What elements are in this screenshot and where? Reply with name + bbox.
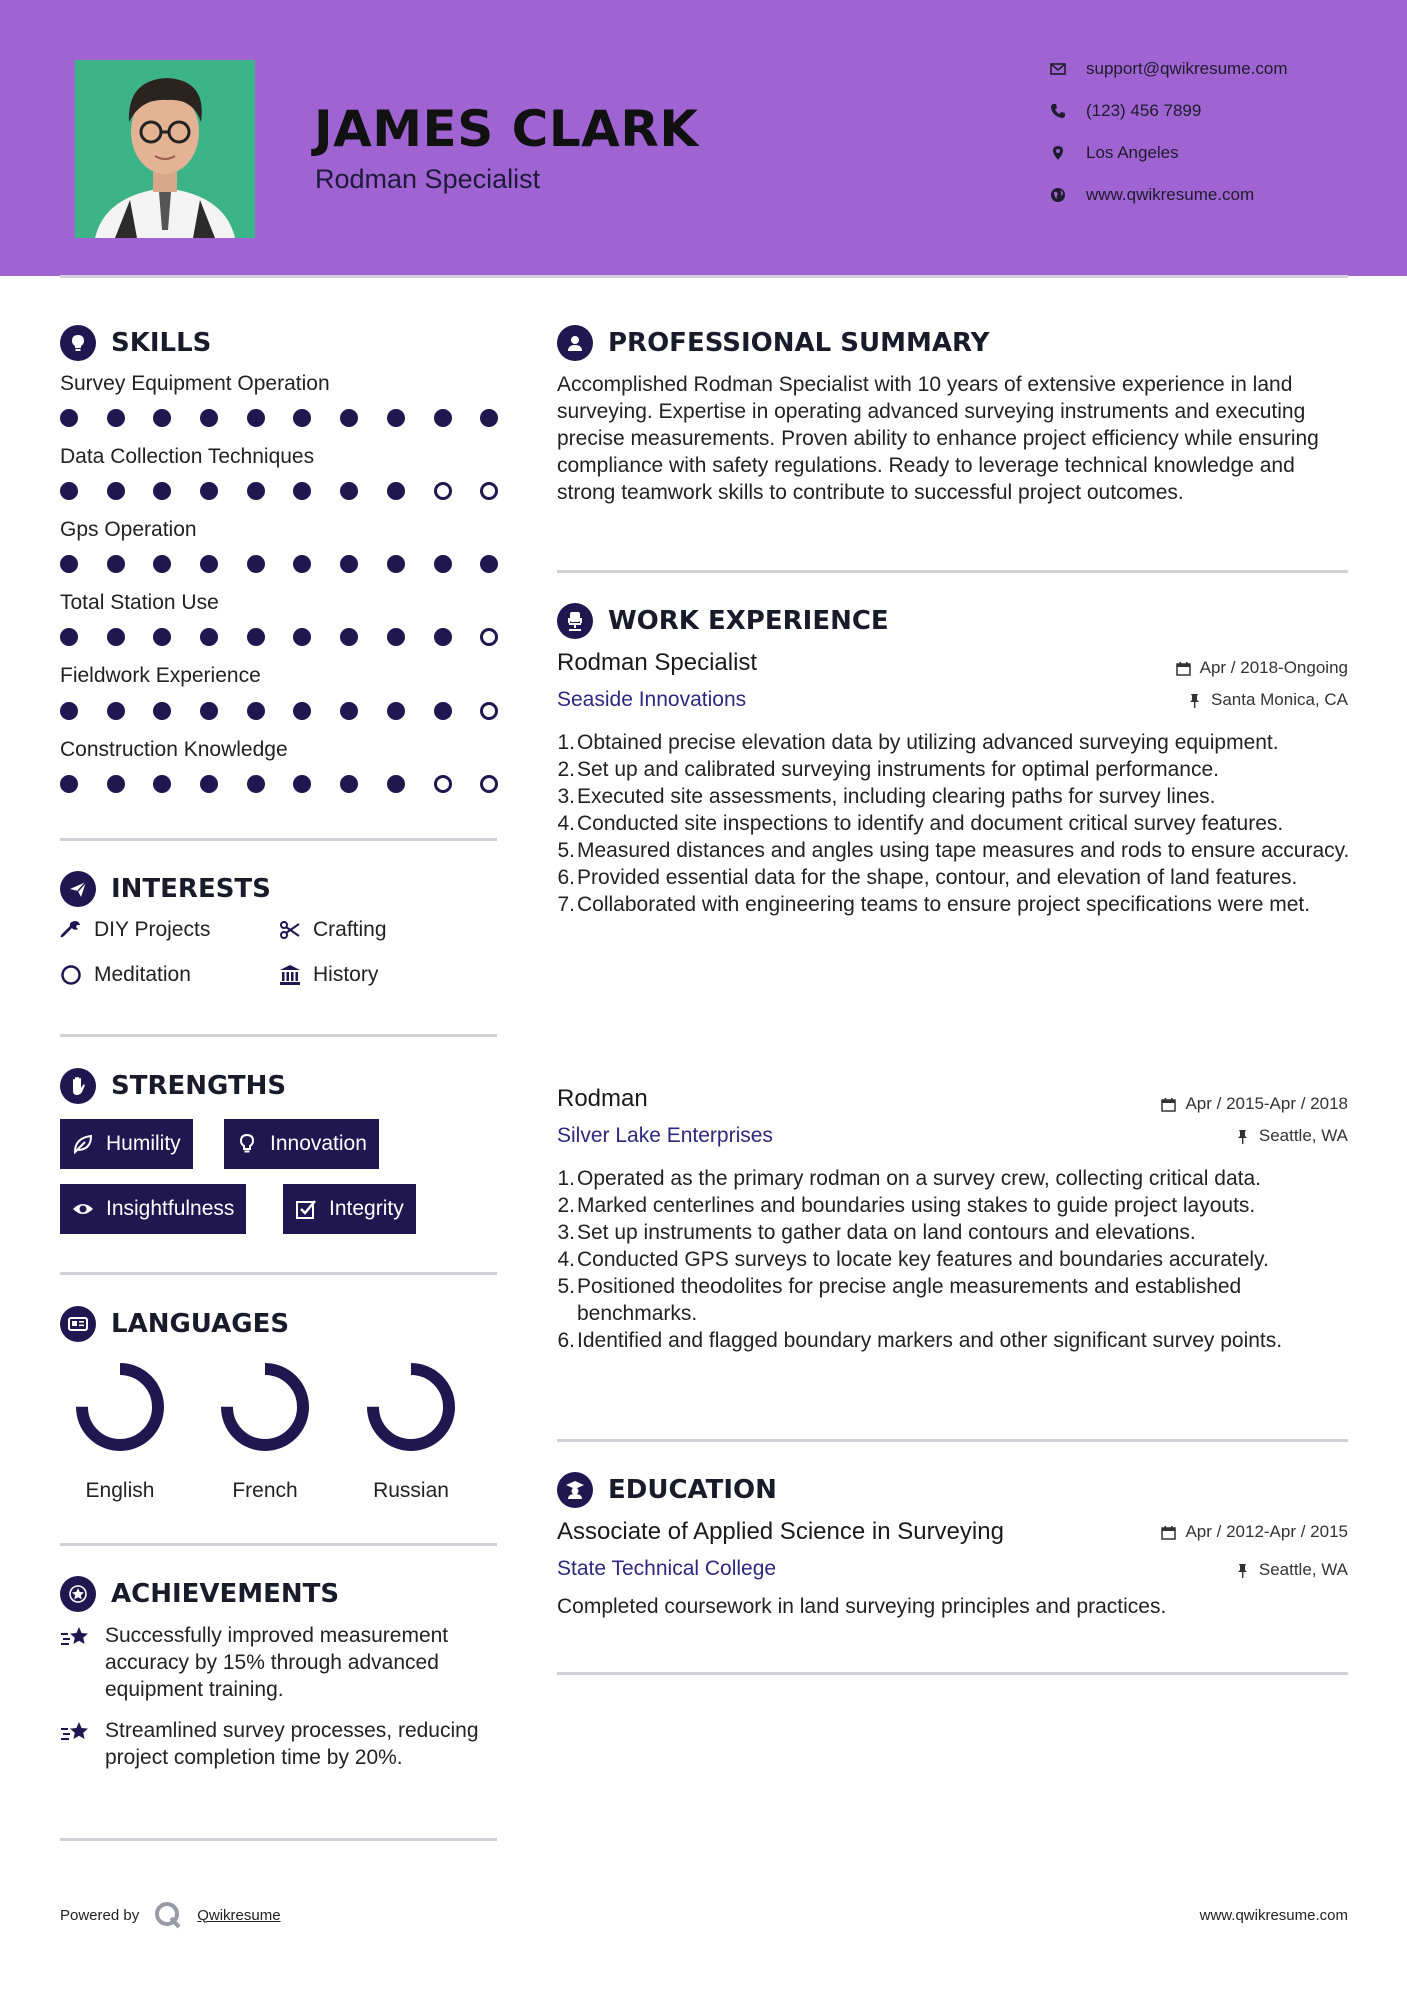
duty-item <box>557 1246 1357 1273</box>
rating-dot-filled <box>340 555 358 573</box>
achievement-item <box>60 1622 500 1703</box>
job-location-text: Seattle, WA <box>1258 1126 1348 1145</box>
language-label: Russian <box>373 1479 449 1502</box>
rating-dot-filled <box>387 702 405 720</box>
duty-number: 6. <box>557 1329 575 1352</box>
rating-dot-empty <box>434 482 452 500</box>
pushpin-icon <box>1235 1563 1250 1578</box>
language-label: French <box>232 1479 298 1502</box>
rating-dot-filled <box>387 775 405 793</box>
shooting-star-icon <box>60 1717 105 1771</box>
rating-dot-filled <box>293 775 311 793</box>
rating-dot-filled <box>340 482 358 500</box>
resume-header <box>0 0 1407 276</box>
rating-dot-filled <box>293 555 311 573</box>
circle-icon <box>60 964 94 986</box>
rating-dot-filled <box>387 409 405 427</box>
rating-dot-empty <box>480 702 498 720</box>
skill-name: Total Station Use <box>60 591 219 614</box>
scissors-icon <box>279 919 313 941</box>
language-ring <box>361 1357 461 1457</box>
language-ring <box>70 1357 170 1457</box>
achievement-text: Successfully improved measurement accuracy by 15% through advanced equipment training. <box>105 1624 449 1701</box>
duty-text: Identified and flagged boundary markers and other significant survey points. <box>577 1329 1283 1352</box>
rating-dot-filled <box>247 482 265 500</box>
section-divider <box>60 1838 497 1841</box>
summary-heading <box>557 325 989 361</box>
rating-dot-filled <box>434 555 452 573</box>
rating-dot-filled <box>434 702 452 720</box>
rating-dot-filled <box>60 555 78 573</box>
map-pin-icon <box>1050 145 1086 161</box>
duty-item <box>557 756 1357 783</box>
shooting-star-icon <box>60 1622 105 1703</box>
duty-text: Operated as the primary rodman on a survey crew, collecting critical data. <box>577 1167 1261 1190</box>
section-divider <box>557 570 1348 573</box>
section-divider <box>60 1034 497 1037</box>
paper-plane-icon <box>60 871 96 907</box>
language-ring-arc <box>227 1369 303 1445</box>
user-icon <box>557 325 593 361</box>
job-title: Rodman Specialist <box>557 649 758 676</box>
duty-text: Conducted GPS surveys to locate key features and boundaries accurately. <box>577 1248 1269 1271</box>
job-location-text: Santa Monica, CA <box>1210 690 1348 709</box>
rating-dot-filled <box>200 555 218 573</box>
hand-icon <box>60 1068 96 1104</box>
skill-name: Survey Equipment Operation <box>60 372 330 395</box>
rating-dot-filled <box>107 409 125 427</box>
strength-tag <box>224 1119 379 1169</box>
rating-dot-filled <box>247 409 265 427</box>
qwikresume-logo-icon <box>153 1900 183 1930</box>
language-ring-arc <box>373 1369 449 1445</box>
summary-text: Accomplished Rodman Specialist with 10 years of extensive experience in land surveying. Expertise in operating advanced surveying instruments and executing precise measurements. Proven ability to enhance project efficiency while ensuring compliance with safety regulations. Ready to leverage technical knowledge and strong teamwork skills to contribute to successful project outcomes. <box>557 373 1319 504</box>
eye-icon <box>72 1198 94 1220</box>
job-title: Rodman <box>557 1085 648 1112</box>
duty-text: Measured distances and angles using tape measures and rods to ensure accuracy. <box>577 839 1350 862</box>
interests-title: INTERESTS <box>111 874 271 904</box>
contact-location-text: Los Angeles <box>1086 143 1179 162</box>
duty-text: Positioned theodolites for precise angle measurements and established benchmarks. <box>577 1275 1242 1325</box>
degree-title: Associate of Applied Science in Surveying <box>557 1518 1004 1545</box>
footer-website[interactable]: www.qwikresume.com <box>1199 1907 1348 1924</box>
rating-dot-filled <box>60 482 78 500</box>
school-name: State Technical College <box>557 1557 777 1580</box>
job-dates <box>1161 1094 1348 1114</box>
rating-dot-filled <box>480 409 498 427</box>
candidate-name: JAMES CLARK <box>314 100 699 158</box>
job-dates-text: Apr / 2015-Apr / 2018 <box>1185 1094 1348 1113</box>
duty-number: 3. <box>557 1221 575 1244</box>
rating-dot-filled <box>340 409 358 427</box>
interest-item <box>279 918 387 942</box>
rating-dot-filled <box>293 628 311 646</box>
museum-icon <box>279 964 313 986</box>
duty-text: Collaborated with engineering teams to ensure project specifications were met. <box>577 893 1311 916</box>
strength-tag <box>60 1119 193 1169</box>
language-item <box>205 1357 325 1503</box>
skill-name: Construction Knowledge <box>60 738 288 761</box>
duty-number: 5. <box>557 1275 575 1298</box>
rating-dot-filled <box>60 775 78 793</box>
summary-title: PROFESSIONAL SUMMARY <box>608 328 990 358</box>
rating-dot-filled <box>387 555 405 573</box>
skill-rating <box>60 775 527 793</box>
job-duties <box>557 729 1357 918</box>
duty-item <box>557 1273 1357 1327</box>
duty-text: Executed site assessments, including clearing paths for survey lines. <box>577 785 1216 808</box>
contact-website-text: www.qwikresume.com <box>1086 185 1255 204</box>
duty-item <box>557 810 1357 837</box>
lightbulb-icon <box>236 1133 258 1155</box>
rating-dot-filled <box>153 628 171 646</box>
lightbulb-icon <box>60 325 96 361</box>
contact-email[interactable] <box>1050 59 1288 79</box>
rating-dot-filled <box>153 555 171 573</box>
duty-number: 5. <box>557 839 575 862</box>
rating-dot-filled <box>247 702 265 720</box>
section-divider <box>557 1672 1348 1675</box>
duty-text: Provided essential data for the shape, contour, and elevation of land features. <box>577 866 1298 889</box>
duty-item <box>557 891 1357 918</box>
rating-dot-empty <box>480 775 498 793</box>
duty-item <box>557 783 1357 810</box>
contact-location <box>1050 143 1179 163</box>
duty-number: 1. <box>557 1167 575 1190</box>
education-heading <box>557 1472 777 1508</box>
duty-item <box>557 1219 1357 1246</box>
rating-dot-empty <box>480 628 498 646</box>
language-ring <box>215 1357 315 1457</box>
rating-dot-filled <box>434 409 452 427</box>
star-badge-icon <box>60 1576 96 1612</box>
rating-dot-filled <box>200 409 218 427</box>
globe-icon <box>1050 187 1086 203</box>
duty-number: 3. <box>557 785 575 808</box>
language-ring-arc <box>82 1369 158 1445</box>
section-divider <box>60 1272 497 1275</box>
rating-dot-filled <box>247 628 265 646</box>
calendar-icon <box>1161 1525 1176 1540</box>
language-label: English <box>85 1479 155 1502</box>
duty-text: Set up instruments to gather data on land contours and elevations. <box>577 1221 1196 1244</box>
education-dates-text: Apr / 2012-Apr / 2015 <box>1185 1522 1348 1541</box>
education-title: EDUCATION <box>608 1475 777 1505</box>
duty-item <box>557 1327 1357 1354</box>
interest-label: Meditation <box>94 963 191 986</box>
rating-dot-filled <box>107 555 125 573</box>
rating-dot-filled <box>434 628 452 646</box>
duty-item <box>557 837 1357 864</box>
skill-name: Data Collection Techniques <box>60 445 315 468</box>
rating-dot-filled <box>480 555 498 573</box>
language-item <box>60 1357 180 1503</box>
rating-dot-filled <box>153 409 171 427</box>
section-divider <box>60 838 497 841</box>
check-square-icon <box>295 1198 317 1220</box>
envelope-icon <box>1050 61 1086 77</box>
job-dates <box>1176 658 1348 678</box>
duty-number: 2. <box>557 1194 575 1217</box>
company-name: Silver Lake Enterprises <box>557 1124 773 1147</box>
contact-phone[interactable] <box>1050 101 1201 121</box>
section-divider <box>60 1543 497 1546</box>
duty-text: Set up and calibrated surveying instruments for optimal performance. <box>577 758 1219 781</box>
wrench-icon <box>60 919 94 941</box>
rating-dot-filled <box>60 628 78 646</box>
duty-number: 4. <box>557 1248 575 1271</box>
company-name: Seaside Innovations <box>557 688 747 711</box>
duty-number: 7. <box>557 893 575 916</box>
rating-dot-filled <box>60 409 78 427</box>
skill-rating <box>60 628 527 646</box>
calendar-icon <box>1161 1097 1176 1112</box>
skill-name: Fieldwork Experience <box>60 664 261 687</box>
rating-dot-filled <box>293 409 311 427</box>
rating-dot-filled <box>153 482 171 500</box>
skill-name: Gps Operation <box>60 518 197 541</box>
rating-dot-filled <box>153 775 171 793</box>
interest-label: History <box>313 963 379 986</box>
strength-tag <box>283 1184 416 1234</box>
strength-label: Insightfulness <box>106 1197 235 1220</box>
interest-item <box>60 963 191 987</box>
header-divider <box>60 275 1348 278</box>
skill-rating <box>60 555 527 573</box>
skills-heading <box>60 325 211 361</box>
contact-website[interactable] <box>1050 185 1254 205</box>
rating-dot-filled <box>387 628 405 646</box>
job-duties <box>557 1165 1357 1354</box>
rating-dot-filled <box>200 702 218 720</box>
pushpin-icon <box>1187 693 1202 708</box>
interests-heading <box>60 871 271 907</box>
interest-item <box>60 918 210 942</box>
id-card-icon <box>60 1306 96 1342</box>
rating-dot-filled <box>60 702 78 720</box>
rating-dot-empty <box>434 775 452 793</box>
job-location <box>1187 690 1348 710</box>
language-item <box>351 1357 471 1503</box>
duty-text: Marked centerlines and boundaries using stakes to guide project layouts. <box>577 1194 1256 1217</box>
duty-item <box>557 729 1357 756</box>
footer-powered-by <box>60 1900 281 1930</box>
interest-label: DIY Projects <box>94 918 211 941</box>
skill-rating <box>60 702 527 720</box>
rating-dot-filled <box>200 775 218 793</box>
leaf-icon <box>72 1133 94 1155</box>
achievements-title: ACHIEVEMENTS <box>111 1579 340 1609</box>
interest-label: Crafting <box>313 918 387 941</box>
strengths-heading <box>60 1068 286 1104</box>
experience-title: WORK EXPERIENCE <box>608 606 889 636</box>
skills-title: SKILLS <box>111 328 212 358</box>
rating-dot-filled <box>107 482 125 500</box>
skill-rating <box>60 482 527 500</box>
strength-label: Humility <box>106 1132 181 1155</box>
contact-phone-text: (123) 456 7899 <box>1086 101 1202 120</box>
calendar-icon <box>1176 661 1191 676</box>
graduate-icon <box>557 1472 593 1508</box>
profile-photo <box>75 60 255 238</box>
office-chair-icon <box>557 603 593 639</box>
rating-dot-filled <box>340 775 358 793</box>
job-location <box>1235 1126 1348 1146</box>
experience-heading <box>557 603 889 639</box>
rating-dot-filled <box>247 555 265 573</box>
contact-email-text: support@qwikresume.com <box>1086 59 1288 78</box>
strength-label: Innovation <box>270 1132 367 1155</box>
section-divider <box>557 1439 1348 1442</box>
strength-label: Integrity <box>329 1197 404 1220</box>
skill-rating <box>60 409 527 427</box>
rating-dot-filled <box>107 702 125 720</box>
duty-item <box>557 1192 1357 1219</box>
job-dates-text: Apr / 2018-Ongoing <box>1199 658 1348 677</box>
education-location <box>1235 1560 1348 1580</box>
rating-dot-filled <box>247 775 265 793</box>
pushpin-icon <box>1235 1129 1250 1144</box>
candidate-role: Rodman Specialist <box>315 164 541 194</box>
duty-number: 6. <box>557 866 575 889</box>
rating-dot-filled <box>293 702 311 720</box>
interest-item <box>279 963 378 987</box>
education-dates <box>1161 1522 1348 1542</box>
powered-by-text: Powered by <box>60 1906 140 1924</box>
duty-number: 2. <box>557 758 575 781</box>
duty-item <box>557 1165 1357 1192</box>
achievement-text: Streamlined survey processes, reducing project completion time by 20%. <box>105 1719 479 1769</box>
rating-dot-filled <box>200 628 218 646</box>
rating-dot-empty <box>480 482 498 500</box>
duty-text: Obtained precise elevation data by utilizing advanced surveying equipment. <box>577 731 1279 754</box>
strengths-title: STRENGTHS <box>111 1071 287 1101</box>
duty-number: 1. <box>557 731 575 754</box>
duty-number: 4. <box>557 812 575 835</box>
achievement-item <box>60 1717 500 1771</box>
duty-text: Conducted site inspections to identify and document critical survey features. <box>577 812 1284 835</box>
rating-dot-filled <box>340 628 358 646</box>
rating-dot-filled <box>200 482 218 500</box>
languages-title: LANGUAGES <box>111 1309 290 1339</box>
rating-dot-filled <box>387 482 405 500</box>
duty-item <box>557 864 1357 891</box>
rating-dot-filled <box>153 702 171 720</box>
strength-tag <box>60 1184 246 1234</box>
rating-dot-filled <box>107 628 125 646</box>
rating-dot-filled <box>107 775 125 793</box>
rating-dot-filled <box>340 702 358 720</box>
rating-dot-filled <box>293 482 311 500</box>
qwikresume-link[interactable]: Qwikresume <box>197 1906 281 1924</box>
languages-heading <box>60 1306 289 1342</box>
education-location-text: Seattle, WA <box>1258 1560 1348 1579</box>
education-description: Completed coursework in land surveying principles and practices. <box>557 1595 1167 1618</box>
phone-icon <box>1050 103 1086 119</box>
achievements-heading <box>60 1576 339 1612</box>
